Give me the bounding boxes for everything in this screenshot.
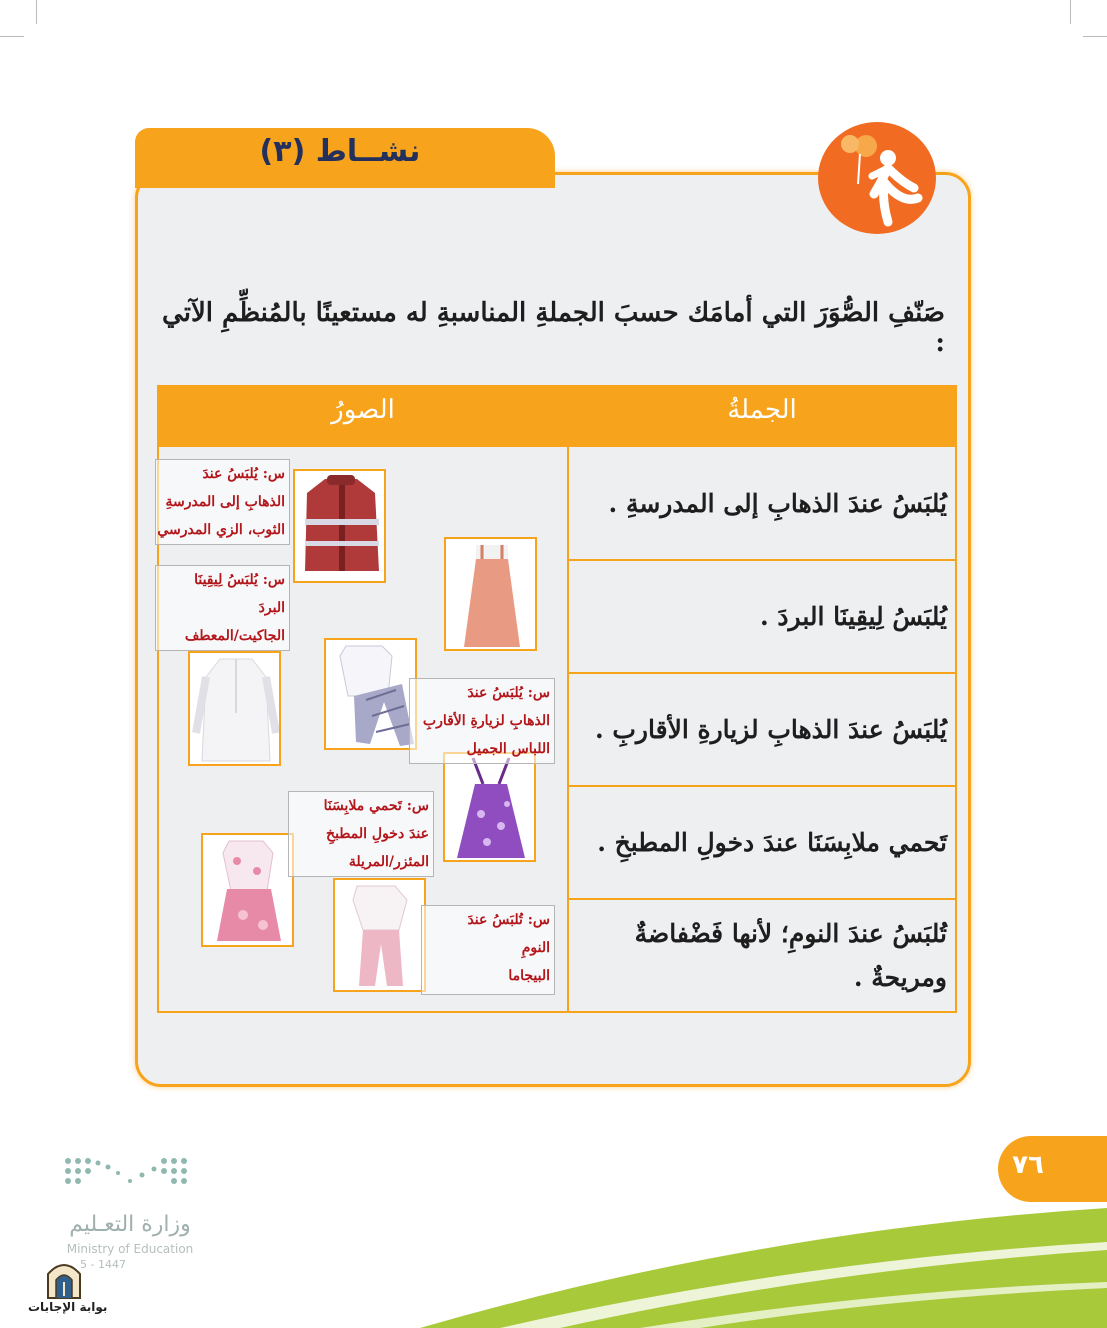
site-label: بوابة الإجابات xyxy=(28,1300,108,1314)
sentence-row: يُلبَسُ عندَ الذهابِ إلى المدرسةِ . xyxy=(569,447,955,561)
apron-image xyxy=(443,752,536,862)
crop-mark xyxy=(1070,0,1071,24)
answer-box: س: يُلبَسُ عندَ الذهابِ لزيارةِ الأقاربِ اللباس الجميل xyxy=(409,678,555,764)
answer-box: س: يُلبَسُ عندَ الذهابِ إلى المدرسةِ الثوب، الزي المدرسي xyxy=(155,459,290,545)
white-thobe-image xyxy=(188,651,281,766)
school-dress-image xyxy=(444,537,537,651)
activity-title: نشــاط (٣) xyxy=(259,134,421,169)
answer-box: س: تَحمي ملابِسَنَا عندَ دخولِ المطبخِ المئزر/المريلة xyxy=(288,791,434,877)
sentence-row: يُلبَسُ لِيقِينَا البردَ . xyxy=(569,561,955,674)
sentence-row: تُلبَسُ عندَ النومِ؛ لأنها فَضْفاضةٌ ومريحةٌ . xyxy=(634,918,947,992)
instruction-text: صَنّفِ الصُّوَرَ التي أمامَك حسبَ الجملةِ المناسبةِ له مستعينًا بالمُنظِّمِ الآتي : xyxy=(162,298,945,358)
header-sentence: الجملةُ xyxy=(727,395,797,425)
answer-box: س: تُلبَسُ عندَ النومِ البيجاما xyxy=(421,905,555,995)
sentence-row: تَحمي ملابِسَنَا عندَ دخولِ المطبخِ . xyxy=(569,787,955,900)
balloon-child-icon xyxy=(818,122,936,234)
sentence-row: يُلبَسُ عندَ الذهابِ لزيارةِ الأقاربِ . xyxy=(569,674,955,787)
shirt-and-plaid-pants-image xyxy=(324,638,417,750)
crop-mark xyxy=(1083,36,1107,37)
header-images: الصورُ xyxy=(331,395,395,425)
ministry-year: 5 - 1447 xyxy=(80,1258,126,1271)
mosque-logo-icon xyxy=(44,1256,84,1300)
crop-mark xyxy=(36,0,37,24)
ministry-name-en: Ministry of Education xyxy=(66,1242,194,1256)
ministry-name-ar: وزارة التعـليم xyxy=(69,1212,191,1237)
green-wave-band xyxy=(0,1190,1107,1328)
floral-dress-image xyxy=(201,833,294,947)
answer-box: س: يُلبَسُ لِيقِينَا البردَ الجاكيت/المعطف xyxy=(155,565,290,651)
crop-mark xyxy=(0,36,24,37)
table-header xyxy=(159,387,955,447)
pajamas-image xyxy=(333,878,426,992)
page-number: ٧٦ xyxy=(1012,1150,1044,1180)
ministry-dots-logo xyxy=(60,1153,200,1203)
jacket-image xyxy=(293,469,386,583)
